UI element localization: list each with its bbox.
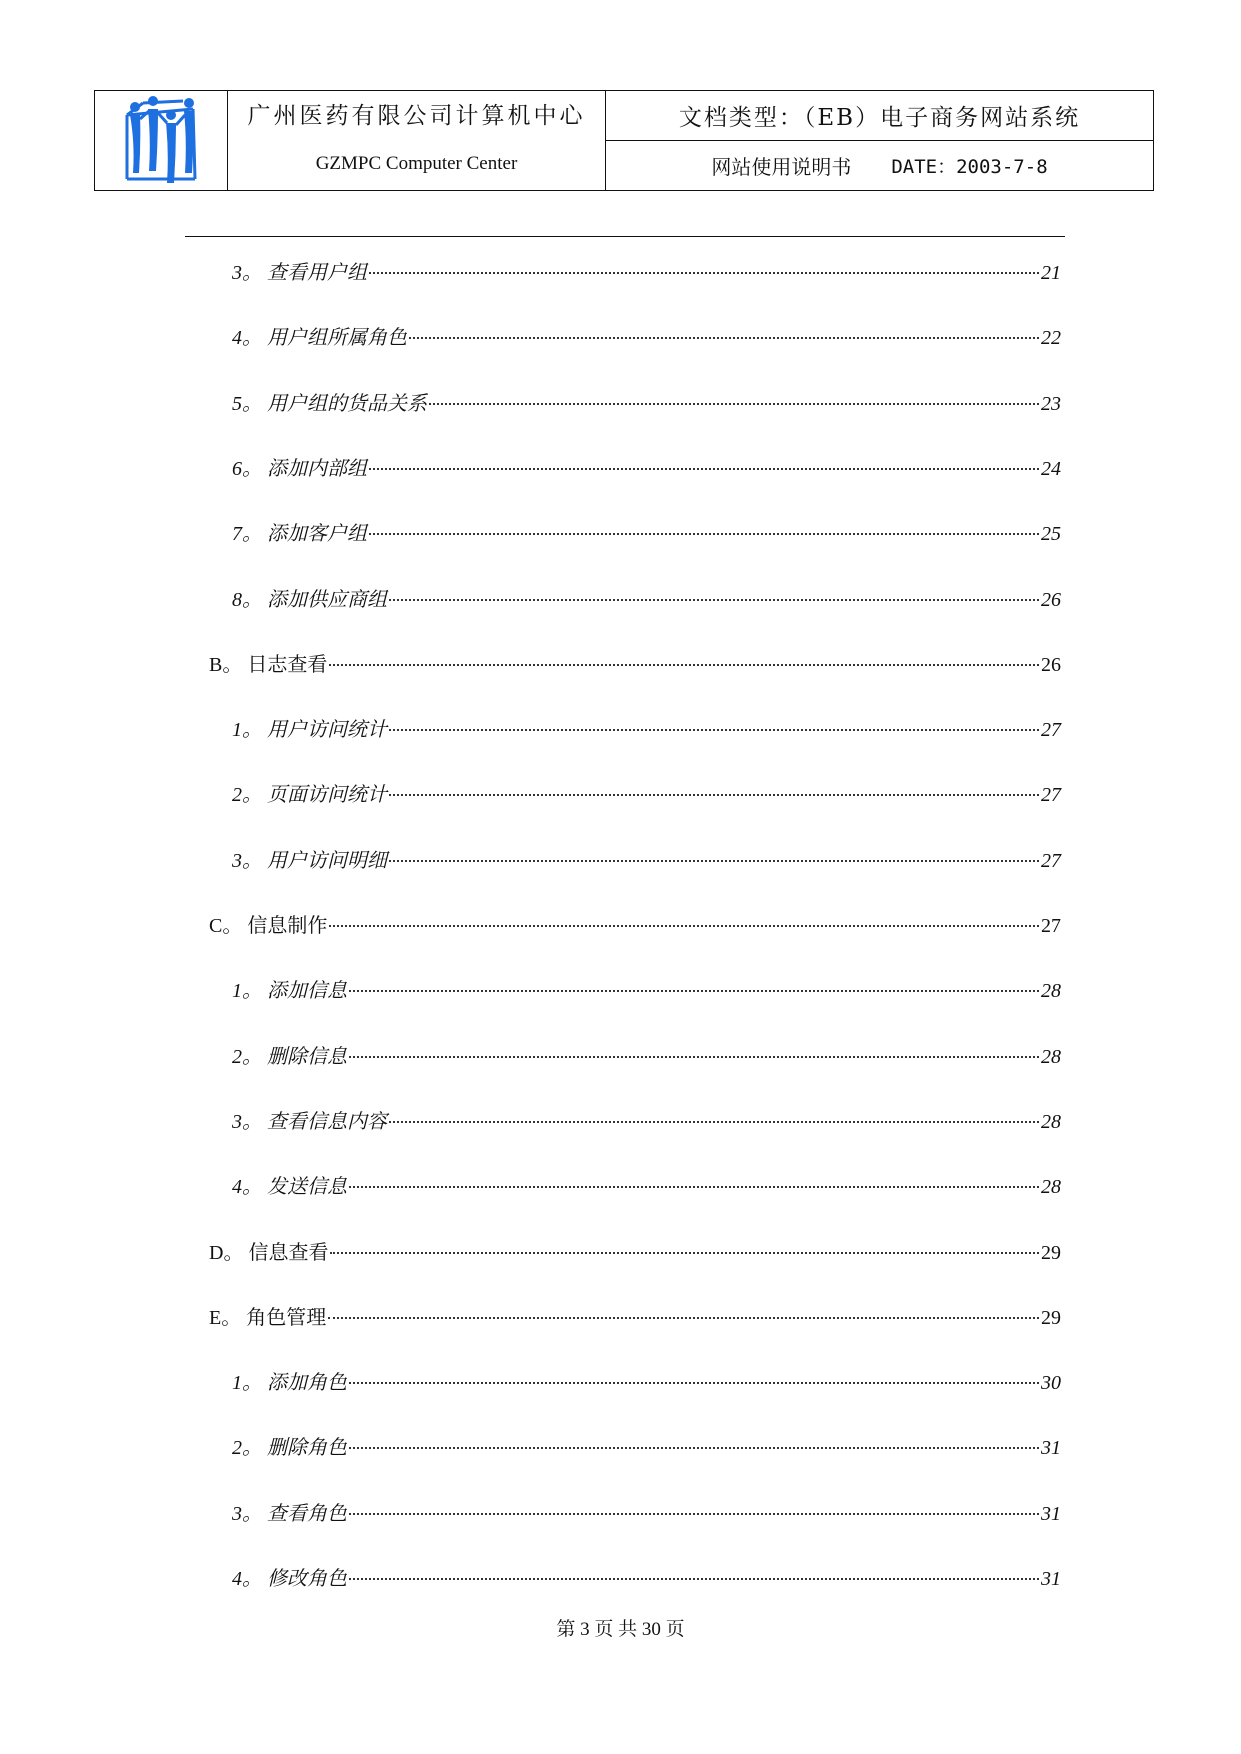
toc-entry-title: 添加角色 <box>267 1370 347 1395</box>
toc-entry-title: 添加内部组 <box>267 455 367 480</box>
toc-entry-number: 8。 <box>232 588 267 611</box>
toc-entry-number: 4。 <box>232 1176 267 1199</box>
toc-entry-page: 28 <box>1041 1176 1061 1199</box>
document-title: 网站使用说明书 <box>711 155 852 179</box>
toc-entry-title: 修改角色 <box>267 1566 347 1590</box>
toc-entry[interactable] <box>232 1170 1061 1200</box>
toc-entry-title: 删除角色 <box>267 1435 347 1460</box>
toc-entry-page: 27 <box>1041 915 1061 937</box>
toc-entry-number: E。 <box>209 1306 247 1329</box>
toc-entry-page: 25 <box>1041 523 1061 546</box>
toc-entry-number: 3。 <box>232 1502 267 1525</box>
toc-entry-page: 23 <box>1041 392 1061 415</box>
toc-entry-title: 用户访问统计 <box>267 717 387 742</box>
toc-dot-leader <box>349 1578 1039 1580</box>
toc-entry-page: 26 <box>1041 653 1061 676</box>
toc-dot-leader <box>349 1382 1039 1384</box>
toc-dot-leader <box>329 664 1039 666</box>
toc-dot-leader <box>349 1447 1039 1449</box>
toc-dot-leader <box>349 1186 1039 1188</box>
toc-entry[interactable] <box>232 321 1061 351</box>
toc-entry-page: 24 <box>1041 457 1061 480</box>
toc-entry-number: 1。 <box>232 1372 267 1395</box>
document-type: 文档类型：（EB）电子商务网站系统 <box>606 91 1153 141</box>
toc-entry[interactable] <box>232 778 1061 808</box>
toc-dot-leader <box>389 1121 1039 1123</box>
toc-entry[interactable] <box>232 452 1061 482</box>
toc-entry[interactable] <box>232 713 1061 743</box>
toc-entry[interactable] <box>232 974 1061 1004</box>
toc-entry[interactable] <box>209 1236 1061 1266</box>
toc-entry[interactable] <box>232 1040 1061 1070</box>
toc-entry-title: 查看信息内容 <box>267 1108 387 1133</box>
document-date: DATE：2003-7-8 <box>891 156 1048 178</box>
toc-entry-number: B。 <box>209 653 248 676</box>
toc-entry[interactable] <box>232 1366 1061 1396</box>
toc-entry-title: 信息制作 <box>247 913 328 937</box>
toc-entry-title: 信息查看 <box>248 1239 329 1264</box>
toc-entry-title: 添加供应商组 <box>267 586 387 611</box>
toc-entry-page: 30 <box>1041 1372 1061 1395</box>
toc-entry-title: 删除信息 <box>267 1043 347 1068</box>
toc-entry-page: 27 <box>1041 719 1061 742</box>
toc-entry-page: 31 <box>1041 1568 1061 1590</box>
toc-entry[interactable] <box>232 583 1061 613</box>
toc-dot-leader <box>328 1317 1039 1319</box>
toc-entry[interactable] <box>232 256 1061 286</box>
toc-entry-page: 28 <box>1041 1110 1061 1133</box>
toc-entry-page: 26 <box>1041 588 1061 611</box>
document-header <box>94 90 1154 191</box>
toc-entry-title: 查看用户组 <box>267 260 367 284</box>
toc-entry-title: 日志查看 <box>247 651 328 676</box>
toc-entry[interactable] <box>209 1301 1061 1331</box>
toc-entry-title: 发送信息 <box>267 1174 347 1199</box>
toc-entry-number: 3。 <box>232 1110 267 1133</box>
toc-entry-number: 1。 <box>232 980 267 1003</box>
toc-entry-page: 21 <box>1041 262 1061 284</box>
toc-entry-page: 29 <box>1041 1241 1061 1264</box>
header-divider <box>185 236 1065 237</box>
toc-dot-leader <box>369 468 1039 470</box>
toc-entry[interactable] <box>232 1431 1061 1461</box>
toc-entry-number: 2。 <box>232 784 267 807</box>
toc-entry-page: 29 <box>1041 1306 1061 1329</box>
toc-entry-number: 1。 <box>232 719 267 742</box>
organization-name-en: GZMPC Computer Center <box>315 153 518 174</box>
toc-entry[interactable] <box>232 387 1061 417</box>
toc-entry-number: 2。 <box>232 1437 267 1460</box>
toc-dot-leader <box>389 794 1039 796</box>
toc-entry-number: 3。 <box>232 262 267 284</box>
document-info-cell <box>606 91 1153 190</box>
toc-dot-leader <box>349 1513 1039 1515</box>
toc-entry-number: 5。 <box>232 392 267 415</box>
toc-entry-page: 28 <box>1041 980 1061 1003</box>
toc-entry-title: 角色管理 <box>246 1304 327 1329</box>
toc-dot-leader <box>389 860 1039 862</box>
toc-dot-leader <box>369 533 1039 535</box>
toc-dot-leader <box>389 599 1039 601</box>
toc-entry-title: 用户组所属角色 <box>267 325 407 350</box>
document-subheader <box>606 141 1153 190</box>
toc-dot-leader <box>369 272 1039 274</box>
toc-entry[interactable] <box>232 1562 1061 1592</box>
toc-entry-number: 4。 <box>232 327 267 350</box>
toc-entry-title: 查看角色 <box>267 1500 347 1525</box>
toc-entry-page: 31 <box>1041 1437 1061 1460</box>
toc-entry-page: 31 <box>1041 1502 1061 1525</box>
organization-cell <box>228 91 606 190</box>
toc-dot-leader <box>349 1056 1039 1058</box>
toc-entry-number: C。 <box>209 915 248 937</box>
toc-entry[interactable] <box>209 909 1061 939</box>
toc-entry-page: 27 <box>1041 849 1061 872</box>
toc-dot-leader <box>429 403 1039 405</box>
toc-entry-number: 2。 <box>232 1045 267 1068</box>
toc-dot-leader <box>330 1252 1039 1254</box>
toc-entry-page: 22 <box>1041 327 1061 350</box>
company-logo-icon <box>113 93 209 189</box>
toc-dot-leader <box>329 925 1039 927</box>
toc-dot-leader <box>409 337 1039 339</box>
organization-name-cn: 广州医药有限公司计算机中心 <box>247 103 586 129</box>
toc-entry[interactable] <box>209 648 1061 678</box>
toc-entry[interactable] <box>232 844 1061 874</box>
toc-entry-title: 用户组的货品关系 <box>267 390 427 415</box>
toc-entry-page: 27 <box>1041 784 1061 807</box>
toc-entry-number: 3。 <box>232 849 267 872</box>
toc-entry-number: 6。 <box>232 457 267 480</box>
logo-cell <box>95 91 228 190</box>
toc-entry[interactable] <box>232 517 1061 547</box>
toc-entry[interactable] <box>232 1105 1061 1135</box>
toc-entry-title: 页面访问统计 <box>267 782 387 807</box>
toc-entry-number: D。 <box>209 1241 249 1264</box>
toc-entry-number: 4。 <box>232 1568 267 1590</box>
toc-entry-title: 添加信息 <box>267 978 347 1003</box>
toc-dot-leader <box>389 729 1039 731</box>
toc-entry-title: 用户访问明细 <box>267 847 387 872</box>
toc-dot-leader <box>349 990 1039 992</box>
page-footer: 第 3 页 共 30 页 <box>556 1619 685 1640</box>
toc-entry-title: 添加客户组 <box>267 521 367 546</box>
toc-entry-number: 7。 <box>232 523 267 546</box>
toc-entry[interactable] <box>232 1497 1061 1527</box>
toc-entry-page: 28 <box>1041 1045 1061 1068</box>
